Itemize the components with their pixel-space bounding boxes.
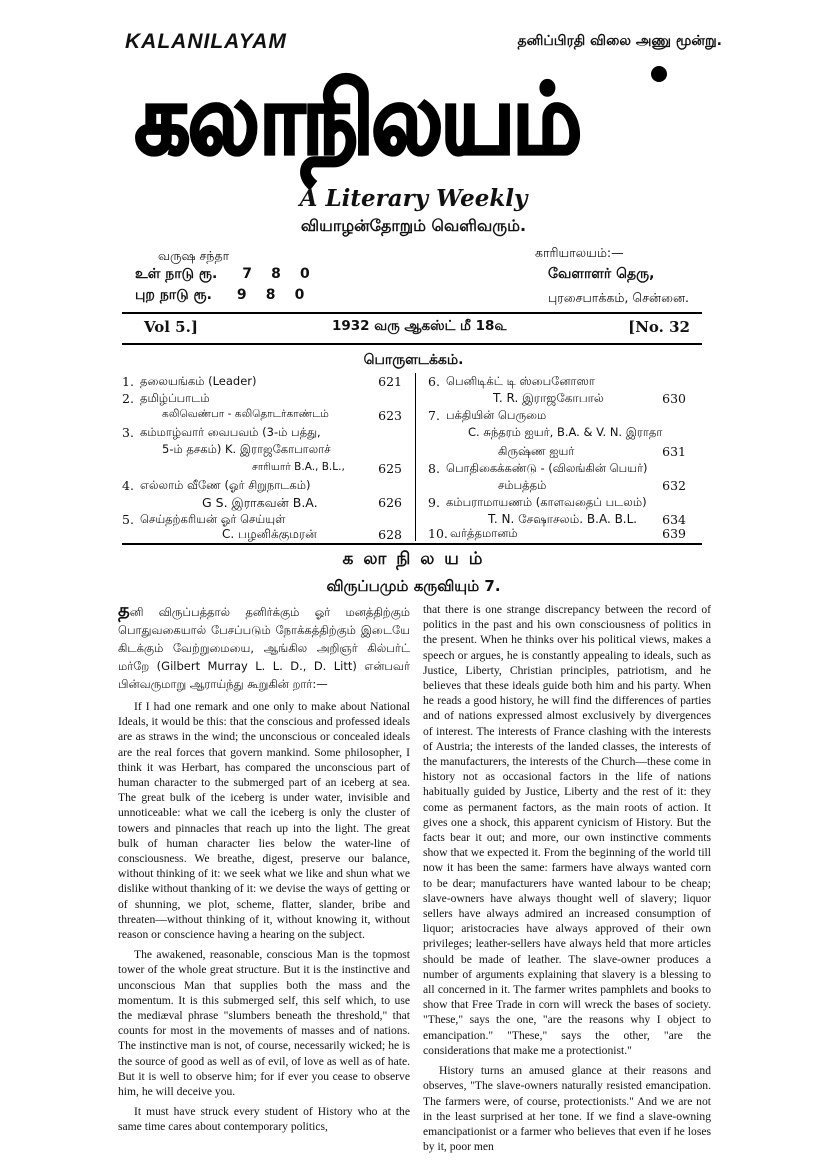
toc-title: பொருளடக்கம். xyxy=(363,352,464,368)
toc-num: 2. xyxy=(122,391,134,406)
subscription-label: வருஷ சந்தா xyxy=(158,248,230,263)
article-left-column xyxy=(118,602,410,1140)
inland-pies: 0 xyxy=(299,266,310,282)
issue-number: [No. 32 xyxy=(628,318,690,336)
issue-date: 1932 வரு ஆகஸ்ட் மீ 18௳ xyxy=(332,318,507,334)
english-text-left xyxy=(118,699,410,1135)
toc-entry-author: சம்பத்தம் xyxy=(498,478,547,492)
toc-entry-title: செய்தற்கரியன் ஓர் செய்யுள் xyxy=(140,512,286,526)
foreign-pies: 0 xyxy=(294,287,305,303)
logo: கலாநிலயம் xyxy=(135,64,580,177)
toc-entry-title: எல்லாம் வீணே (ஓர் சிறுநாடகம்) xyxy=(140,478,311,492)
toc-entry-title: தலையங்கம் (Leader) xyxy=(140,374,257,388)
toc-entry-author: C. பழனிக்குமரன் xyxy=(222,527,317,541)
tamil-intro xyxy=(118,602,410,693)
toc-entry-author: T. N. சேஷாசலம். B.A. B.L. xyxy=(488,512,638,526)
toc-num: 1. xyxy=(122,374,134,389)
toc-page: 628 xyxy=(378,527,402,542)
toc-page: 631 xyxy=(662,444,686,459)
toc-entry-title: கம்பராமாயணம் (காளவதைப் படலம்) xyxy=(446,495,647,509)
dateline-rule xyxy=(122,343,702,345)
price-notice: தனிப்பிரதி விலை அணு மூன்று. xyxy=(517,33,722,49)
tamil-intro-text: னி விருப்பத்தால் தனிர்க்கும் ஓர் மனத்திற்கும் பொதுவகையால் பேசப்படும் நோக்கத்திற்கும் இடையே கிடக்கும் வேற்றுமையை, ஆங்கில அறிஞர் கில்பர்ட் மர்றே (Gilbert Murray L. L. D., D. Litt) என்பவர் பின்வருமாறு ஆராய்ந்து கூறுகின் றார்:— xyxy=(118,605,410,691)
subtitle-english: A Literary Weekly xyxy=(299,185,528,212)
foreign-annas: 8 xyxy=(265,287,276,303)
toc-num: 10. xyxy=(428,526,448,541)
toc-entry-title: பொதிகைக்கண்டு - (விலங்கின் பெயர்) xyxy=(446,461,648,475)
masthead-name: KALANILAYAM xyxy=(125,30,287,53)
toc-entry-author-cont: கிருஷ்ண ஐயர் xyxy=(498,444,575,458)
toc-page: 623 xyxy=(378,408,402,423)
paragraph: The awakened, reasonable, conscious Man is the topmost tower of the whole great structure. But it is the instinctive and unconscious Man that supplies both the mass and the momentum. It is this submerged self, this self which, to use the mediæval phrase "slumbers beneath the threshold," that counts for most in the movements of masses and of nations. The instinctive man is not, of course, necessarily wicked; he is the source of good as well as of evil, of love as well as of hate. But it is well to observe him; for if ever you cease to observe him, he will deceive you. xyxy=(118,948,410,1099)
toc-num: 3. xyxy=(122,425,134,440)
toc-entry-title: வர்த்தமானம் xyxy=(450,526,518,540)
foreign-rupees: 9 xyxy=(236,287,247,303)
subtitle-tamil: வியாழன்தோறும் வெளிவரும். xyxy=(300,216,527,235)
toc-entry-title: கம்மாழ்வார் வைபவம் (3-ம் பத்து, xyxy=(140,425,321,439)
paragraph: If I had one remark and one only to make about National Ideals, it would be this: that the conscious and professed ideals are as straws in the wind; the unconscious or concealed ideals are the real forces that govern mankind. Some philosopher, I think it was Herbart, has compared the unconscious part of human character to the submerged part of an iceberg at sea. The great bulk of the iceberg is under water, invisible and unnoticeable: what we call the iceberg is only the cluster of towers and pinnacles that reach up into the light. The great bulk of human character lies below the water-line of consciousness. We breathe, digest, preserve our balance, without thinking of it: we seek what we like and shun what we dislike without thanking of it: we devise the ways of getting or of shunning, we plot, scheme, flatter, slander, bribe and threaten—without thinking of it, without knowing it, without reason or conscience having a hearing on the subject. xyxy=(118,700,410,942)
toc-entry-author: T. R. இராஜகோபால் xyxy=(493,391,604,405)
toc-entry-author: G S. இராகவன் B.A. xyxy=(202,495,318,510)
toc-right-column xyxy=(428,374,686,544)
toc-entry-title: பெனிடிக்ட் டி ஸ்பைனோஸா xyxy=(446,374,595,388)
paragraph: It must have struck every student of History who at the same time cares about contemporary politics, xyxy=(118,1105,410,1134)
top-rule xyxy=(122,312,702,314)
office-street: வேளாளர் தெரு, xyxy=(548,266,655,282)
toc-num: 7. xyxy=(428,408,440,423)
toc-page: 621 xyxy=(378,374,402,389)
toc-divider xyxy=(415,373,416,541)
toc-page: 630 xyxy=(662,391,686,406)
toc-page: 626 xyxy=(378,495,402,510)
toc-entry-title: தமிழ்ப்பாடம் xyxy=(140,391,210,405)
toc-bottom-rule xyxy=(122,543,702,545)
logo-dot xyxy=(651,66,667,82)
toc-entry-author: C. சுந்தரம் ஐயர், B.A. & V. N. இராதா xyxy=(468,425,663,439)
office-label: காரியாலயம்:— xyxy=(535,245,624,260)
paragraph: History turns an amused glance at their reasons and observes, "The slave-owners naturally resisted emancipation. The farmers were, of course, protectionists." And we are not in the least surprised at her tone. If we find a slave-owning emancipationist or a farmer who believes that even if he loses by it, poor men xyxy=(423,1064,711,1154)
inland-annas: 8 xyxy=(271,266,281,282)
inland-rupees: 7 xyxy=(242,266,252,282)
toc-page: 632 xyxy=(662,478,686,493)
drop-cap: த xyxy=(118,600,130,621)
toc-num: 6. xyxy=(428,374,440,389)
toc-num: 9. xyxy=(428,495,440,510)
article-right-column xyxy=(423,602,711,1159)
foreign-label: புற நாடு ரூ. xyxy=(135,287,212,303)
dateline xyxy=(122,315,702,341)
article-heading: விருப்பமும் கருவியும் 7. xyxy=(326,577,501,595)
toc-page: 625 xyxy=(378,461,402,476)
inland-label: உள் நாடு ரூ. xyxy=(135,266,218,282)
paragraph: that there is one strange discrepancy between the record of politics in the past and his own consciousness of politics in the present. When he thinks over his political views, makes a speech or argues, he is constantly appealing to ideals, such as Justice, Liberty, Christian principles, patriotism, and he believes that these ideals guide both him and his party. When he reads a good history, he will find the differences of parties and of nations expressed almost exclusively by divergences of interest. The interests of France clashing with the interests of Austria; the interests of the landed classes, the interests of the manufacturers, the interests of the Church—these come in history not as occasional factors in the life of nations habitually guided by Justice, Liberty and the rest of it: they come as permanent factors, as the main roots of action. It gives one a shock, this apparent cynicism of History. But the facts bear it out; and more, our own instinctive comments show that we expected it. From the beginning of the world till now it has been the same: farmers have always wanted corn to be dear; manufacturers have wanted labour to be cheap; slave-owners have always thought well of slavery; liquor sellers have always admired an increased consumption of liquor; aristocracies have always approved of their own privileges; leather-sellers have always held that more articles should be made of leather. The slave-owner produces a number of arguments explaining that slavery is a blessing to all concerned in it. The farmer writes pamphlets and books to show that Free Trade in corn will wreck the bases of society. "These," says the one, "are the reasons why I object to emancipation." "These," says the other, "are the considerations that make me a protectionist." xyxy=(423,603,711,1057)
toc-page: 634 xyxy=(662,512,686,527)
volume: Vol 5.] xyxy=(144,318,198,336)
toc-num: 8. xyxy=(428,461,440,476)
toc-num: 4. xyxy=(122,478,134,493)
toc-num: 5. xyxy=(122,512,134,527)
section-title: க லா நி ல ய ம் xyxy=(342,549,485,569)
office-area: புரசைபாக்கம், சென்னை. xyxy=(548,290,690,305)
toc-entry-subtitle: 5-ம் தசகம்) K. இராஜகோபாலாச் xyxy=(162,442,331,456)
toc-entry-subtitle: கலிவெண்பா - கலிதொடர்காண்டம் xyxy=(162,408,329,420)
inland-rate xyxy=(135,266,317,284)
foreign-rate xyxy=(135,287,311,305)
toc-left-column xyxy=(122,374,402,544)
toc-entry-author: சாரியார் B.A., B.L., xyxy=(252,461,345,473)
toc-page: 639 xyxy=(662,526,686,541)
toc-entry-title: பக்தியின் பெருமை xyxy=(446,408,547,422)
